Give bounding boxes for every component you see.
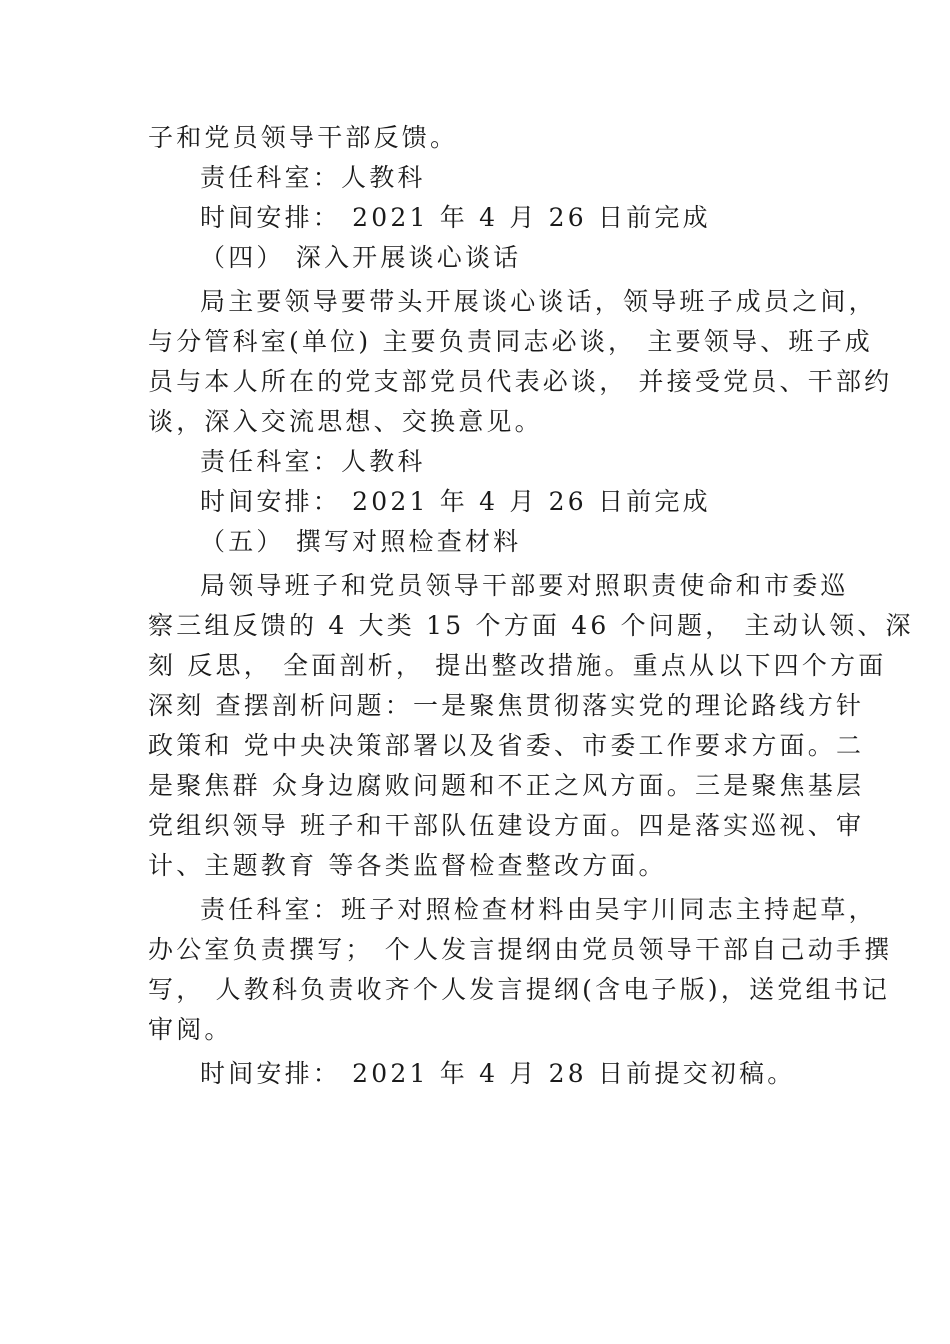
paragraph-line: 察三组反馈的 4 大类 15 个方面 46 个问题， 主动认领、深 xyxy=(148,611,914,640)
paragraph-line: 政策和 党中央决策部署以及省委、市委工作要求方面。二 xyxy=(148,731,865,760)
paragraph-line: 责任科室：人教科 xyxy=(200,447,426,476)
paragraph-line: 时间安排： 2021 年 4 月 26 日前完成 xyxy=(200,203,711,232)
paragraph-line: 深刻 查摆剖析问题：一是聚焦贯彻落实党的理论路线方针 xyxy=(148,691,865,720)
paragraph-line: 审阅。 xyxy=(148,1015,233,1044)
paragraph-line: 写， 人教科负责收齐个人发言提纲(含电子版)，送党组书记 xyxy=(148,975,891,1004)
paragraph-line: 办公室负责撰写； 个人发言提纲由党员领导干部自己动手撰 xyxy=(148,935,893,964)
document-page xyxy=(148,118,914,1094)
section-heading: （五） 撰写对照检查材料 xyxy=(200,527,522,556)
paragraph-line: 责任科室：人教科 xyxy=(200,163,426,192)
paragraph-line: 是聚焦群 众身边腐败问题和不正之风方面。三是聚焦基层 xyxy=(148,771,865,800)
section-heading: （四） 深入开展谈心谈话 xyxy=(200,243,522,272)
paragraph-line: 时间安排： 2021 年 4 月 26 日前完成 xyxy=(200,487,711,516)
paragraph-line: 员与本人所在的党支部党员代表必谈， 并接受党员、干部约 xyxy=(148,367,893,396)
paragraph-line: 局主要领导要带头开展谈心谈话，领导班子成员之间， xyxy=(200,287,877,316)
paragraph-line: 计、主题教育 等各类监督检查整改方面。 xyxy=(148,851,667,880)
paragraph-line: 与分管科室(单位) 主要负责同志必谈， 主要领导、班子成 xyxy=(148,327,874,356)
paragraph-line: 局领导班子和党员领导干部要对照职责使命和市委巡 xyxy=(200,571,849,600)
paragraph-line: 谈，深入交流思想、交换意见。 xyxy=(148,407,543,436)
paragraph-line: 责任科室：班子对照检查材料由吴宇川同志主持起草， xyxy=(200,895,877,924)
paragraph-line: 子和党员领导干部反馈。 xyxy=(148,123,459,152)
paragraph-line: 刻 反思， 全面剖析， 提出整改措施。重点从以下四个方面 xyxy=(148,651,887,680)
paragraph-line: 党组织领导 班子和干部队伍建设方面。四是落实巡视、审 xyxy=(148,811,865,840)
paragraph-line: 时间安排： 2021 年 4 月 28 日前提交初稿。 xyxy=(200,1059,796,1088)
